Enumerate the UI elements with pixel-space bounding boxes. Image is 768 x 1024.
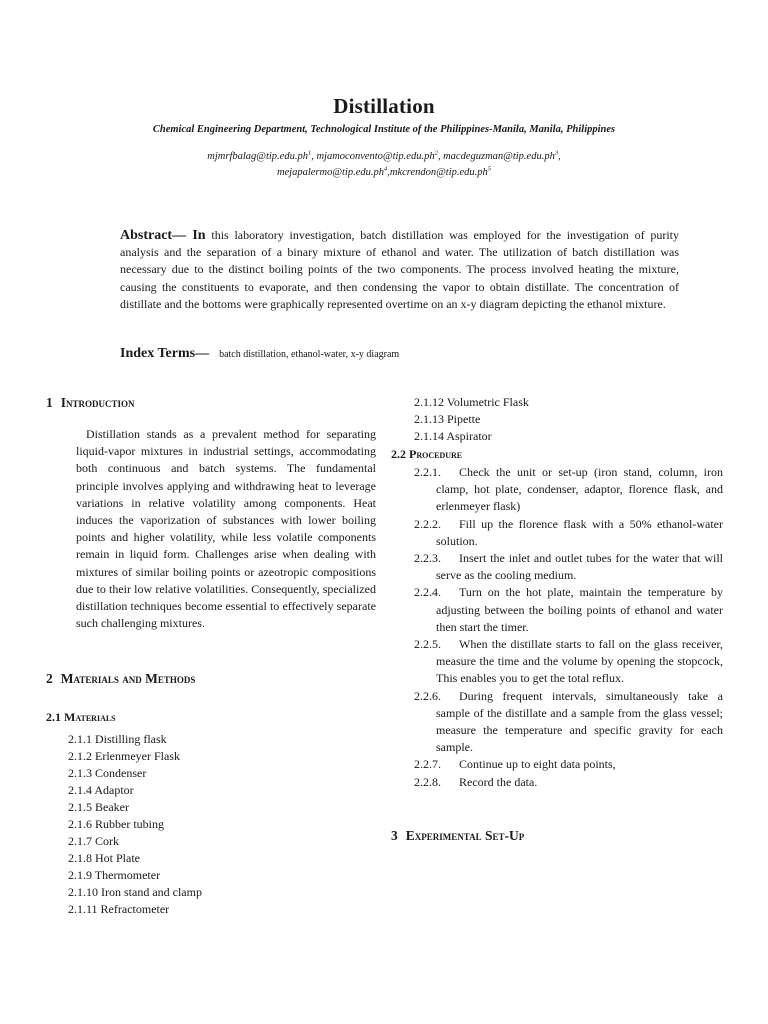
paper-title: Distillation [333,94,435,118]
email: $mjmrfbalag@tip.edu.ph^1$, [207,149,317,162]
introduction-body: Distillation stands as a prevalent method for separating liquid-vapor mixtures in industrial settings, accommodating both continuous and batch systems. The fundamental principle involves applying and withdrawing heat to leverage variations in relative volatility among components. Heat induces the vaporization of substances with lower boiling points and higher volatility, while less volatile components remain in liquid form. Challenges arise when dealing with mixtures of similar boiling points or azeotropic compositions due to their low relative volatilities. Consequently, specialized distillation techniques become essential to effectively separate such challenging mixtures. [76,427,376,631]
list-item: 2.1.4 Adaptor [68,783,134,797]
list-item: 2.1.12 Volumetric Flask [414,395,529,409]
list-item: 2.1.10 Iron stand and clamp [68,885,202,899]
subsection-heading-materials: 2.1 Materials [46,710,116,724]
list-item: 2.1.14 Aspirator [414,429,492,443]
email-line-2 [0,165,768,181]
list-item: 2.1.8 Hot Plate [68,851,140,865]
email: $macdeguzman@tip.edu.ph^3$, [443,149,561,162]
section-heading-experimental-setup: 3 Experimental Set-Up [391,828,525,843]
email: $mjamoconvento@tip.edu.ph^2$, [316,149,444,162]
materials-list [68,731,202,918]
list-item: 2.1.5 Beaker [68,800,129,814]
procedure-step: 2.2.4. Turn on the hot plate, maintain the temperature by adjusting between the boiling points of ethanol and water then start the timer. [414,585,723,634]
email: $mkcrendon@tip.edu.ph^5$ [389,165,492,178]
list-item: 2.1.11 Refractometer [68,902,170,916]
procedure-step: 2.2.7. Continue up to eight data points, [414,757,616,772]
procedure-step: 2.2.2. Fill up the florence flask with a 50% ethanol-water solution. [414,516,723,548]
list-item: 2.1.1 Distilling flask [68,732,167,746]
section-heading-introduction: 1 Introduction [46,395,135,410]
procedure-step: 2.2.5. When the distillate starts to fall on the glass receiver, measure the time and the volume by opening the stopcock, This enables you to get the total reflux. [414,637,723,686]
email: $mejapalermo@tip.edu.ph^4$, [276,165,390,178]
section-heading-materials-methods: 2 Materials and Methods [46,671,196,686]
author-emails [0,149,768,181]
list-item: 2.1.2 Erlenmeyer Flask [68,749,180,763]
abstract [120,227,679,313]
procedure-step: 2.2.1. Check the unit or set-up (iron stand, column, iron clamp, hot plate, condenser, adaptor, florence flask, and erlenmeyer flask) [414,465,723,514]
list-item: 2.1.13 Pipette [414,412,481,426]
index-terms-text: batch distillation, ethanol-water, x-y diagram [219,349,400,360]
procedure-step: 2.2.3. Insert the inlet and outlet tubes for the water that will serve as the cooling medium. [414,551,723,583]
materials-list-continued [414,394,529,445]
list-item: 2.1.6 Rubber tubing [68,817,164,831]
procedure-step: 2.2.8. Record the data. [414,774,538,789]
abstract-label: Abstract— In [120,228,206,243]
index-terms-label: Index Terms— [120,346,210,361]
procedure-step: 2.2.6. During frequent intervals, simultaneously take a sample of the distillate and a sample from the glass vessel; measure the temperature and specific gravity for each sample. [414,688,723,755]
subsection-heading-procedure: 2.2 Procedure [391,447,463,461]
list-item: 2.1.7 Cork [68,834,119,848]
procedure-steps [414,464,723,791]
abstract-text: this laboratory investigation, batch distillation was employed for the investigation of purity analysis and the separation of a binary mixture of ethanol and water. The utilization of batch distillation was necessary due to the distinct boiling points of the two components. The process involved heating the mixture, causing the constituents to evaporate, and then condensing the vapor to obtain distillate. The concentration of distillate and the bottoms were graphically represented overtime on an x-y diagram depicting the ethanol mixture. [120,228,679,311]
affiliation: Chemical Engineering Department, Technological Institute of the Philippines-Manila, Manila, Philippines [152,124,616,135]
email-line-1 [0,149,768,165]
index-terms [120,346,680,362]
list-item: 2.1.3 Condenser [68,766,147,780]
list-item: 2.1.9 Thermometer [68,868,161,882]
